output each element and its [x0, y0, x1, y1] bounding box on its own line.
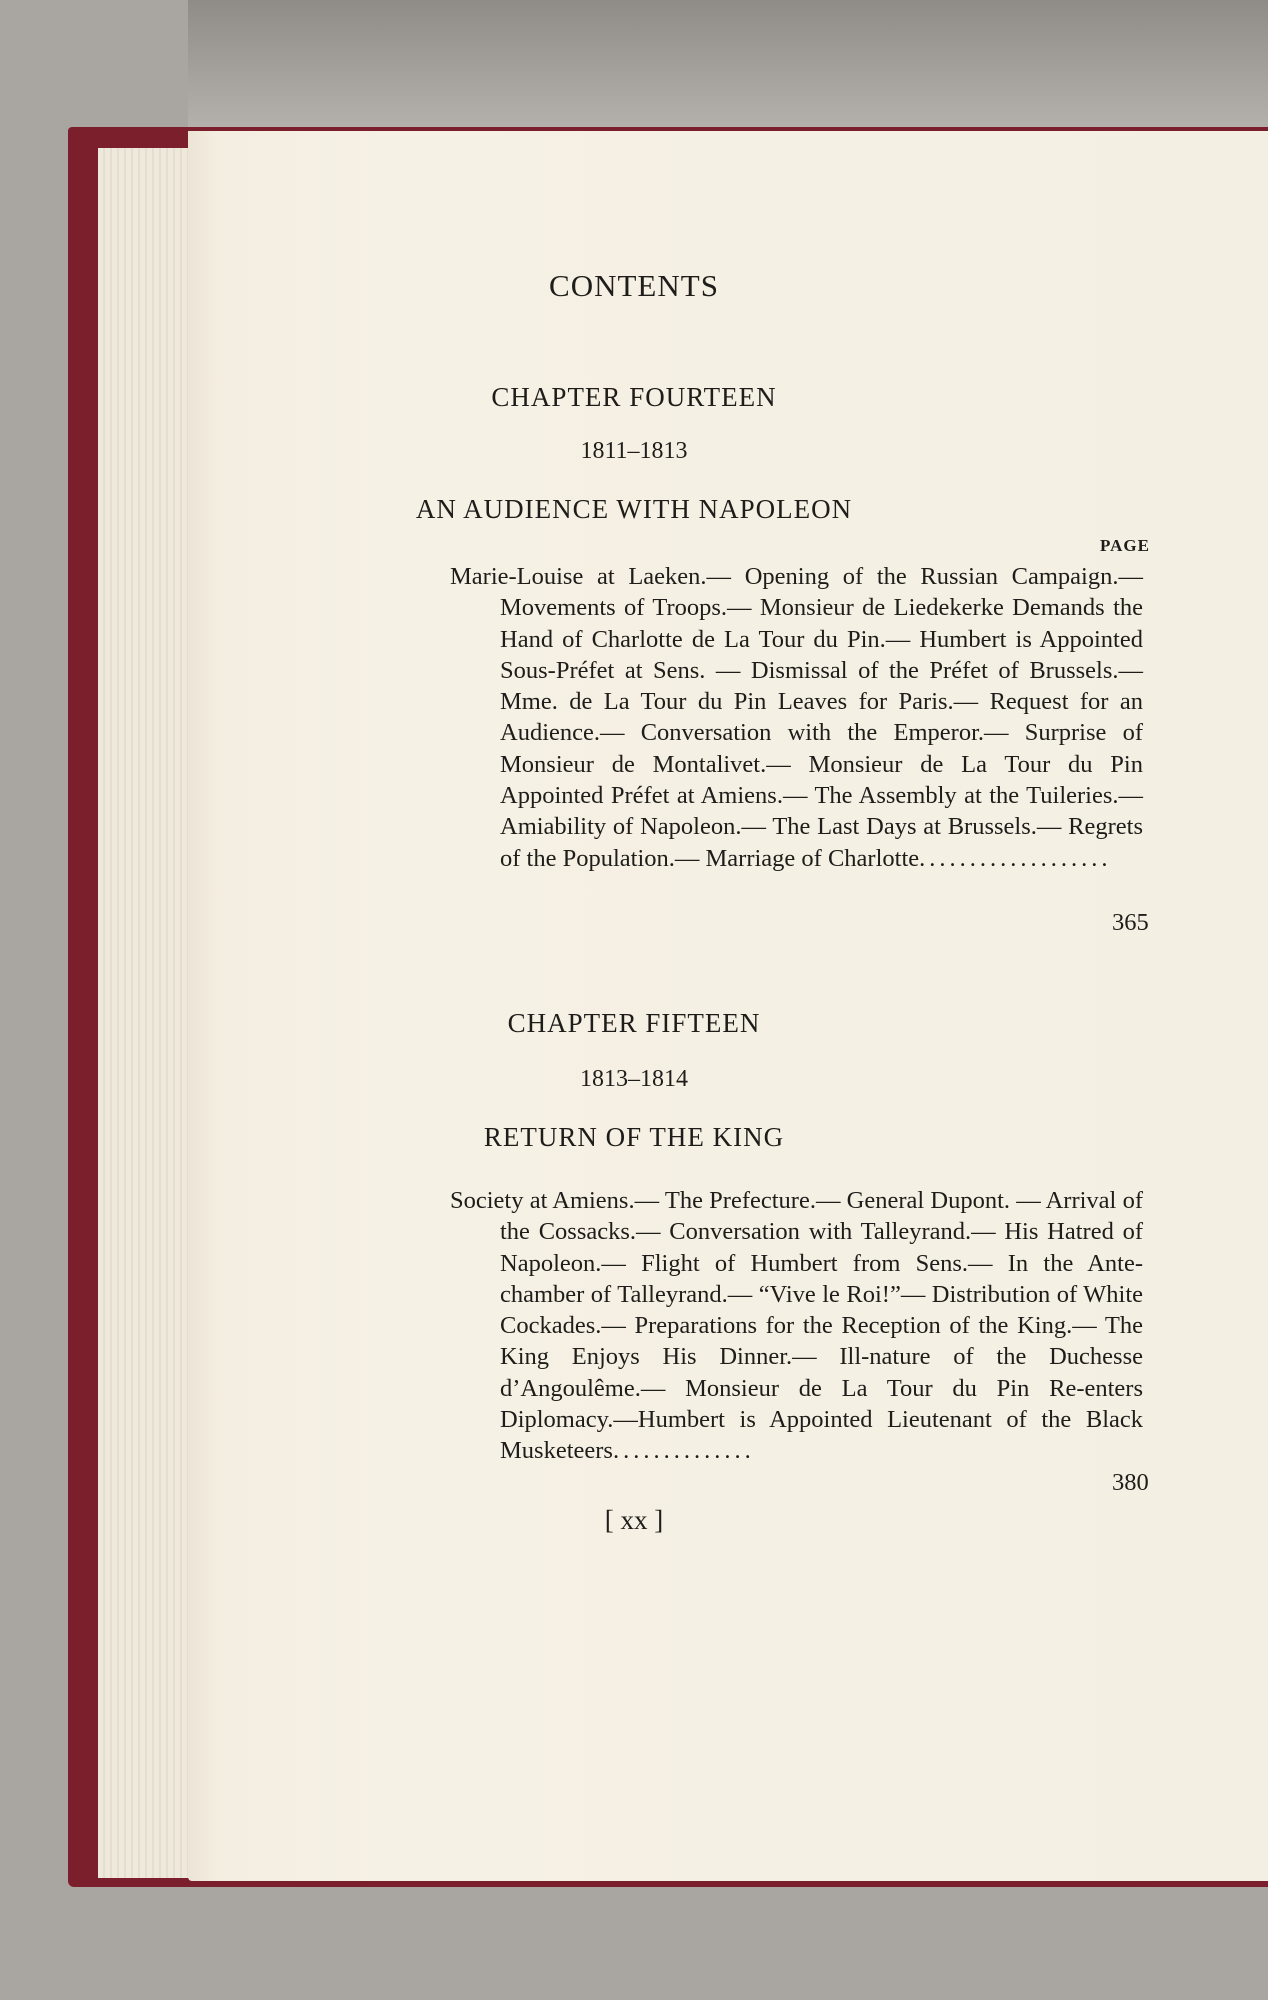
page-number: 365	[1112, 909, 1149, 936]
contents-heading: CONTENTS	[549, 268, 719, 303]
chapter-title: CHAPTER FIFTEEN	[507, 1008, 761, 1038]
chapter-title: CHAPTER FOURTEEN	[491, 382, 777, 412]
chapter-summary-text: Society at Amiens.— The Prefecture.— General Dupont. — Arrival of the Cossacks.— Conversation with Talleyrand.— His Hatred of Napoleon.— Flight of Humbert from Sens.— In the Ante-chamber of Talleyrand.— “Vive le Roi!”— Distribution of White Cockades.— Preparations for the Reception of the King.— The King Enjoys His Dinner.— Ill-nature of the Duchesse d’Angoulême.— Monsieur de La Tour du Pin Re-enters Diplomacy.—Humbert is Appointed Lieutenant of the Black Musketeers	[450, 1187, 1143, 1465]
chapter-summary	[450, 1185, 1143, 1467]
chapter-years: 1813–1814	[580, 1066, 688, 1092]
chapter-summary	[450, 561, 1143, 874]
chapter-summary-text: Marie-Louise at Laeken.— Opening of the Russian Campaign.— Movements of Troops.— Monsieur de Liedekerke Demands the Hand of Charlotte de La Tour du Pin.— Humbert is Appointed Sous-Préfet at Sens. — Dismissal of the Préfet of Brussels.— Mme. de La Tour du Pin Leaves for Paris.— Request for an Audience.— Conversation with the Emperor.— Surprise of Monsieur de Montalivet.— Monsieur de La Tour du Pin Appointed Préfet at Amiens.— The Assembly at the Tuileries.— Amiability of Napoleon.— The Last Days at Brussels.— Regrets of the Population.— Marriage of Charlotte	[450, 563, 1143, 872]
page-column-label: PAGE	[1100, 536, 1150, 555]
chapter-subtitle: AN AUDIENCE WITH NAPOLEON	[415, 494, 853, 524]
folio: [ xx ]	[604, 1505, 664, 1535]
dot-leader: ...................	[919, 844, 1112, 872]
chapter-years: 1811–1813	[580, 438, 688, 464]
page-number: 380	[1112, 1469, 1149, 1496]
chapter-subtitle: RETURN OF THE KING	[483, 1122, 785, 1152]
dot-leader: ..............	[612, 1437, 755, 1465]
